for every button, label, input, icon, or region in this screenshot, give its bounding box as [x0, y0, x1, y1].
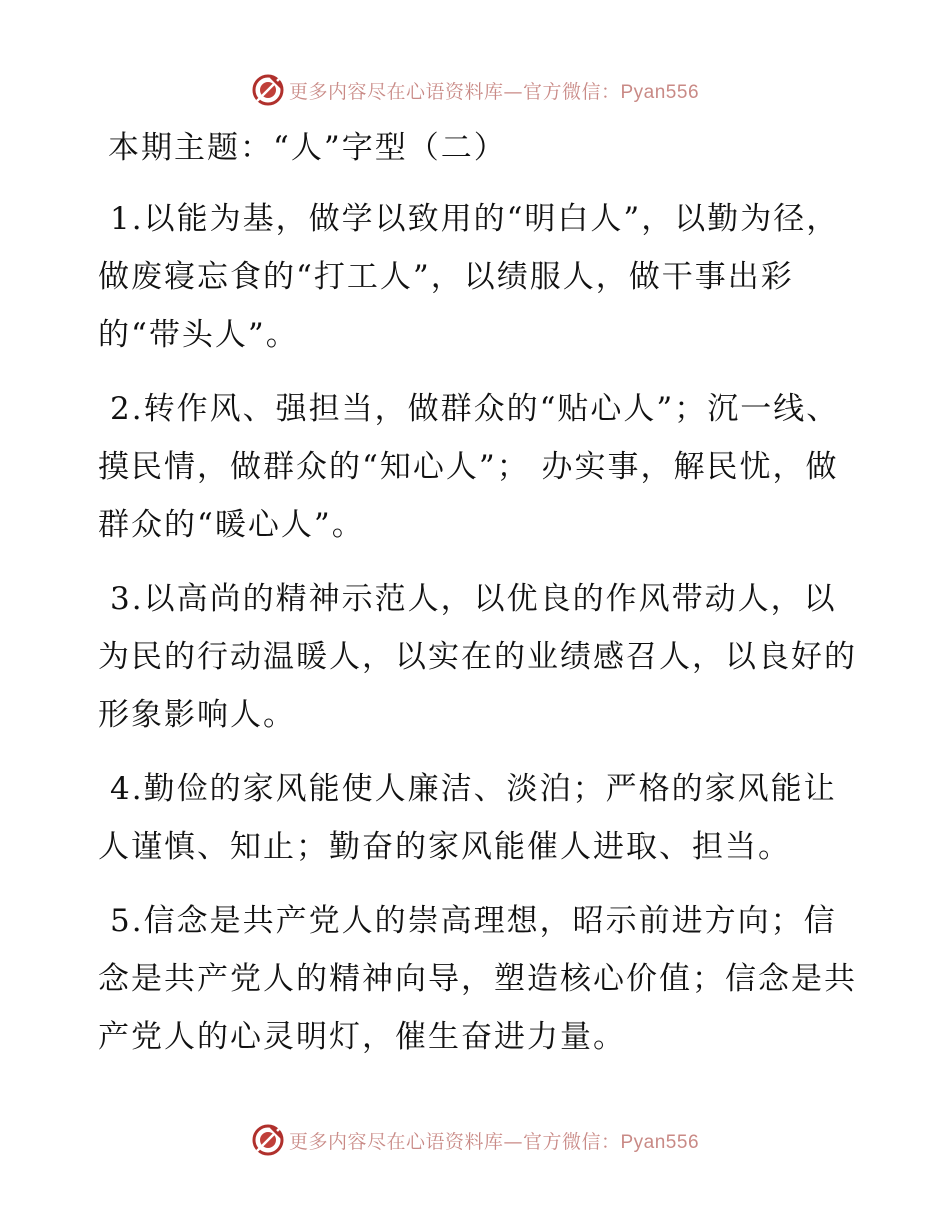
red-seal-logo-icon	[251, 1123, 285, 1157]
header-watermark	[0, 70, 950, 110]
list-item: 1.以能为基，做学以致用的“明白人”，以勤为径，做废寝忘食的“打工人”，以绩服人，做干事出彩的“带头人”。	[98, 201, 840, 353]
watermark-text: 更多内容尽在心语资料库—官方微信：Pyan556	[288, 80, 700, 103]
red-seal-logo-icon	[251, 73, 285, 107]
list-item: 3.以高尚的精神示范人，以优良的作风带动人，以为民的行动温暖人，以实在的业绩感召人，以良好的形象影响人。	[98, 581, 857, 733]
list-item: 5.信念是共产党人的崇高理想，昭示前进方向；信念是共产党人的精神向导，塑造核心价值；信念是共产党人的心灵明灯，催生奋进力量。	[98, 903, 857, 1055]
page-title: 本期主题：“人”字型（二）	[108, 130, 507, 166]
content-body	[98, 190, 858, 1082]
list-item: 2.转作风、强担当，做群众的“贴心人”；沉一线、摸民情，做群众的“知心人”； 办实事，解民忧，做群众的“暖心人”。	[98, 391, 840, 543]
watermark-text: 更多内容尽在心语资料库—官方微信：Pyan556	[288, 1130, 700, 1153]
footer-watermark	[0, 1120, 950, 1160]
list-item: 4.勤俭的家风能使人廉洁、淡泊；严格的家风能让人谨慎、知止；勤奋的家风能催人进取、担当。	[98, 771, 837, 865]
